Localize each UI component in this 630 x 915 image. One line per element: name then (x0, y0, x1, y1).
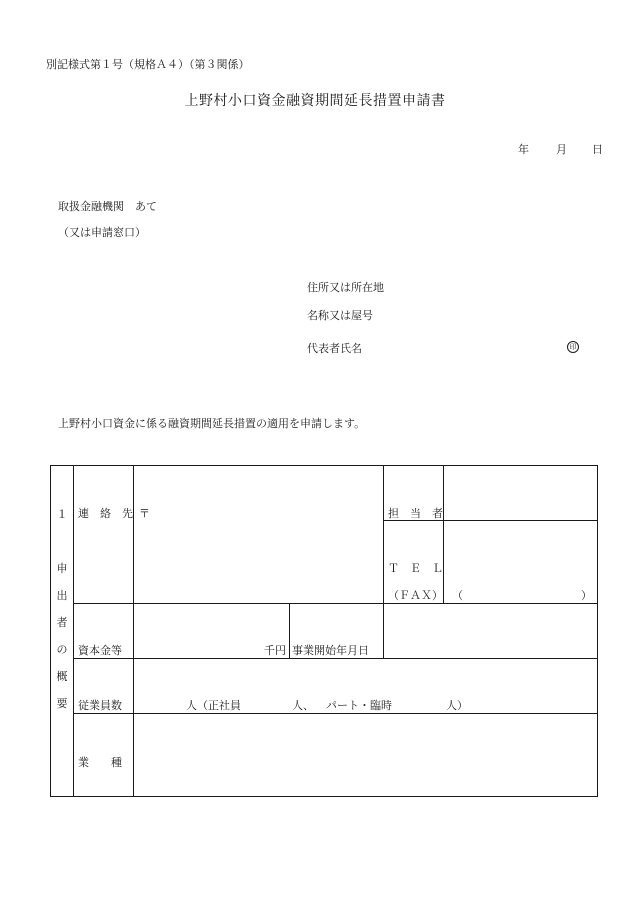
person-in-charge-label: 担 当 者 (388, 507, 443, 520)
form-reference: 別記様式第１号（規格Ａ４）（第３関係） (46, 58, 250, 71)
fax-close-paren: ） (581, 589, 592, 602)
employees-part-label: パート・臨時 (326, 699, 392, 712)
contact-label: 連 絡 先 (78, 507, 133, 520)
industry-label: 業 種 (78, 756, 122, 769)
tel-label: Ｔ Ｅ Ｌ (388, 562, 443, 575)
statement-text: 上野村小口資金に係る融資期間延長措置の適用を申請します。 (58, 417, 366, 430)
section-title-char: の (56, 643, 68, 656)
business-name-label: 名称又は屋号 (307, 309, 373, 322)
employees-total-unit: 人（正社員 (186, 699, 241, 712)
date-year-label: 年 (518, 143, 529, 156)
section-title-char: 要 (56, 697, 68, 710)
section-title-char: 概 (56, 670, 68, 683)
contact-address-field[interactable] (152, 490, 377, 590)
addressee: 取扱金融機関 あて (58, 200, 157, 213)
capital-unit: 千円 (264, 644, 286, 657)
addressee-sub: （又は申請窓口） (58, 226, 146, 239)
representative-label: 代表者氏名 (307, 342, 362, 355)
section-number: １ (56, 508, 68, 521)
seal-mark: 印 (567, 341, 579, 353)
fax-open-paren: （ (452, 589, 463, 602)
employees-part-unit: 人） (446, 699, 468, 712)
employees-label: 従業員数 (78, 699, 122, 712)
postal-mark: 〒 (139, 507, 150, 520)
business-start-label: 事業開始年月日 (292, 644, 369, 657)
employees-regular-unit: 人、 (292, 699, 314, 712)
section-title-char: 者 (56, 616, 68, 629)
section-title-char: 申 (56, 562, 68, 575)
fax-label: （ＦＡＸ） (388, 589, 443, 602)
address-label: 住所又は所在地 (307, 281, 384, 294)
page-title: 上野村小口資金融資期間延長措置申請書 (184, 93, 446, 109)
section-title-char: 出 (56, 589, 68, 602)
date-day-label: 日 (592, 143, 603, 156)
date-month-label: 月 (556, 143, 567, 156)
person-in-charge-field[interactable] (446, 468, 594, 518)
capital-label: 資本金等 (78, 644, 122, 657)
